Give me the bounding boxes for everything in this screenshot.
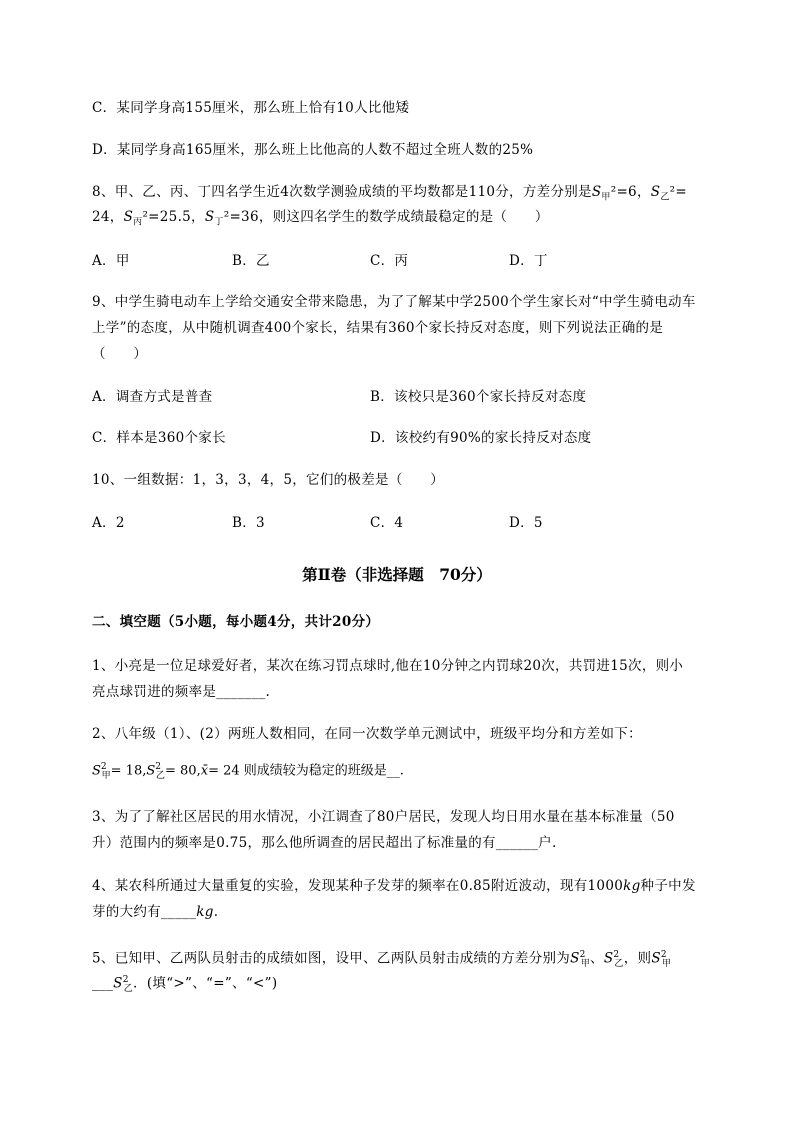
q8-line1: 8、甲、乙、丙、丁四名学生近4次数学测验成绩的平均数都是110分，方差分别是$S_甲^2=6$，$S_乙^2=$ (92, 184, 687, 203)
q8-line2: 24，$S_丙^2=25.5$，$S_丁^2=36$，则这四名学生的数学成绩最稳定的是（ ） (92, 209, 549, 228)
f1-line2: 亮点球罚进的频率是_______. (92, 684, 271, 700)
q10-option-a: A．2 (92, 515, 125, 531)
option-d-prev: D．某同学身高165厘米，那么班上比他高的人数不超过全班人数的25% (92, 142, 534, 158)
option-c-prev: C．某同学身高155厘米，那么班上恰有10人比他矮 (92, 100, 410, 116)
q10-option-d: D．5 (509, 515, 543, 531)
section-title: 第Ⅱ卷（非选择题 70分） (302, 565, 492, 584)
f2-formula: $S^2_甲= 18,S^2_乙=$ 80,x̄= 24 则成绩较为稳定的班级是__. (92, 762, 404, 781)
f3-line2: 升）范围内的频率是0.75，那么他所调查的居民超出了标准量的有______户. (92, 835, 557, 851)
q8-option-a: A．甲 (92, 253, 130, 269)
q9-line1: 9、中学生骑电动车上学给交通安全带来隐患，为了了解某中学2500个学生家长对“中学生骑电动车 (92, 294, 696, 310)
q8-option-c: C．丙 (370, 253, 409, 269)
f4-line1: 4、某农科所通过大量重复的实验，发现某种子发芽的频率在0.85附近波动，现有1000kg种子中发 (92, 878, 696, 894)
q8-option-b: B．乙 (232, 253, 270, 269)
f1-line1: 1、小亮是一位足球爱好者，某次在练习罚点球时,他在10分钟之内罚球20次，共罚进15次，则小 (92, 658, 684, 674)
f2-line1: 2、八年级（1）、(2）两班人数相同，在同一次数学单元测试中，班级平均分和方差如下： (92, 726, 642, 742)
f4-line2: 芽的大约有_____kg. (92, 904, 219, 920)
f3-line1: 3、为了了解社区居民的用水情况，小江调查了80户居民，发现人均日用水量在基本标准量（50 (92, 809, 675, 825)
section-heading: 二、填空题（5小题，每小题4分，共计20分） (92, 614, 380, 630)
q9-line3: （ ） (92, 346, 148, 362)
q10-option-c: C．4 (370, 515, 404, 531)
q9-option-a: A．调查方式是普查 (92, 389, 213, 405)
q9-line2: 上学”的态度，从中随机调查400个家长，结果有360个家长持反对态度，则下列说法正确的是 (92, 320, 664, 336)
q9-option-b: B．该校只是360个家长持反对态度 (370, 389, 587, 405)
q8-option-d: D．丁 (509, 253, 548, 269)
q10-line1: 10、一组数据：1，3，3，4，5，它们的极差是（ ） (92, 472, 445, 488)
q10-option-b: B．3 (232, 515, 265, 531)
f5-line2: $\_\_\_S^2_乙$．(填“>”、“=”、“<”) (92, 975, 278, 995)
q9-option-d: D．该校约有90%的家长持反对态度 (370, 430, 592, 446)
f5-line1: 5、已知甲、乙两队员射击的成绩如图，设甲、乙两队员射击成绩的方差分别为$S^2_甲$、$S^2_乙$，则$S^2_甲$ (92, 950, 672, 970)
q9-option-c: C．样本是360个家长 (92, 430, 226, 446)
